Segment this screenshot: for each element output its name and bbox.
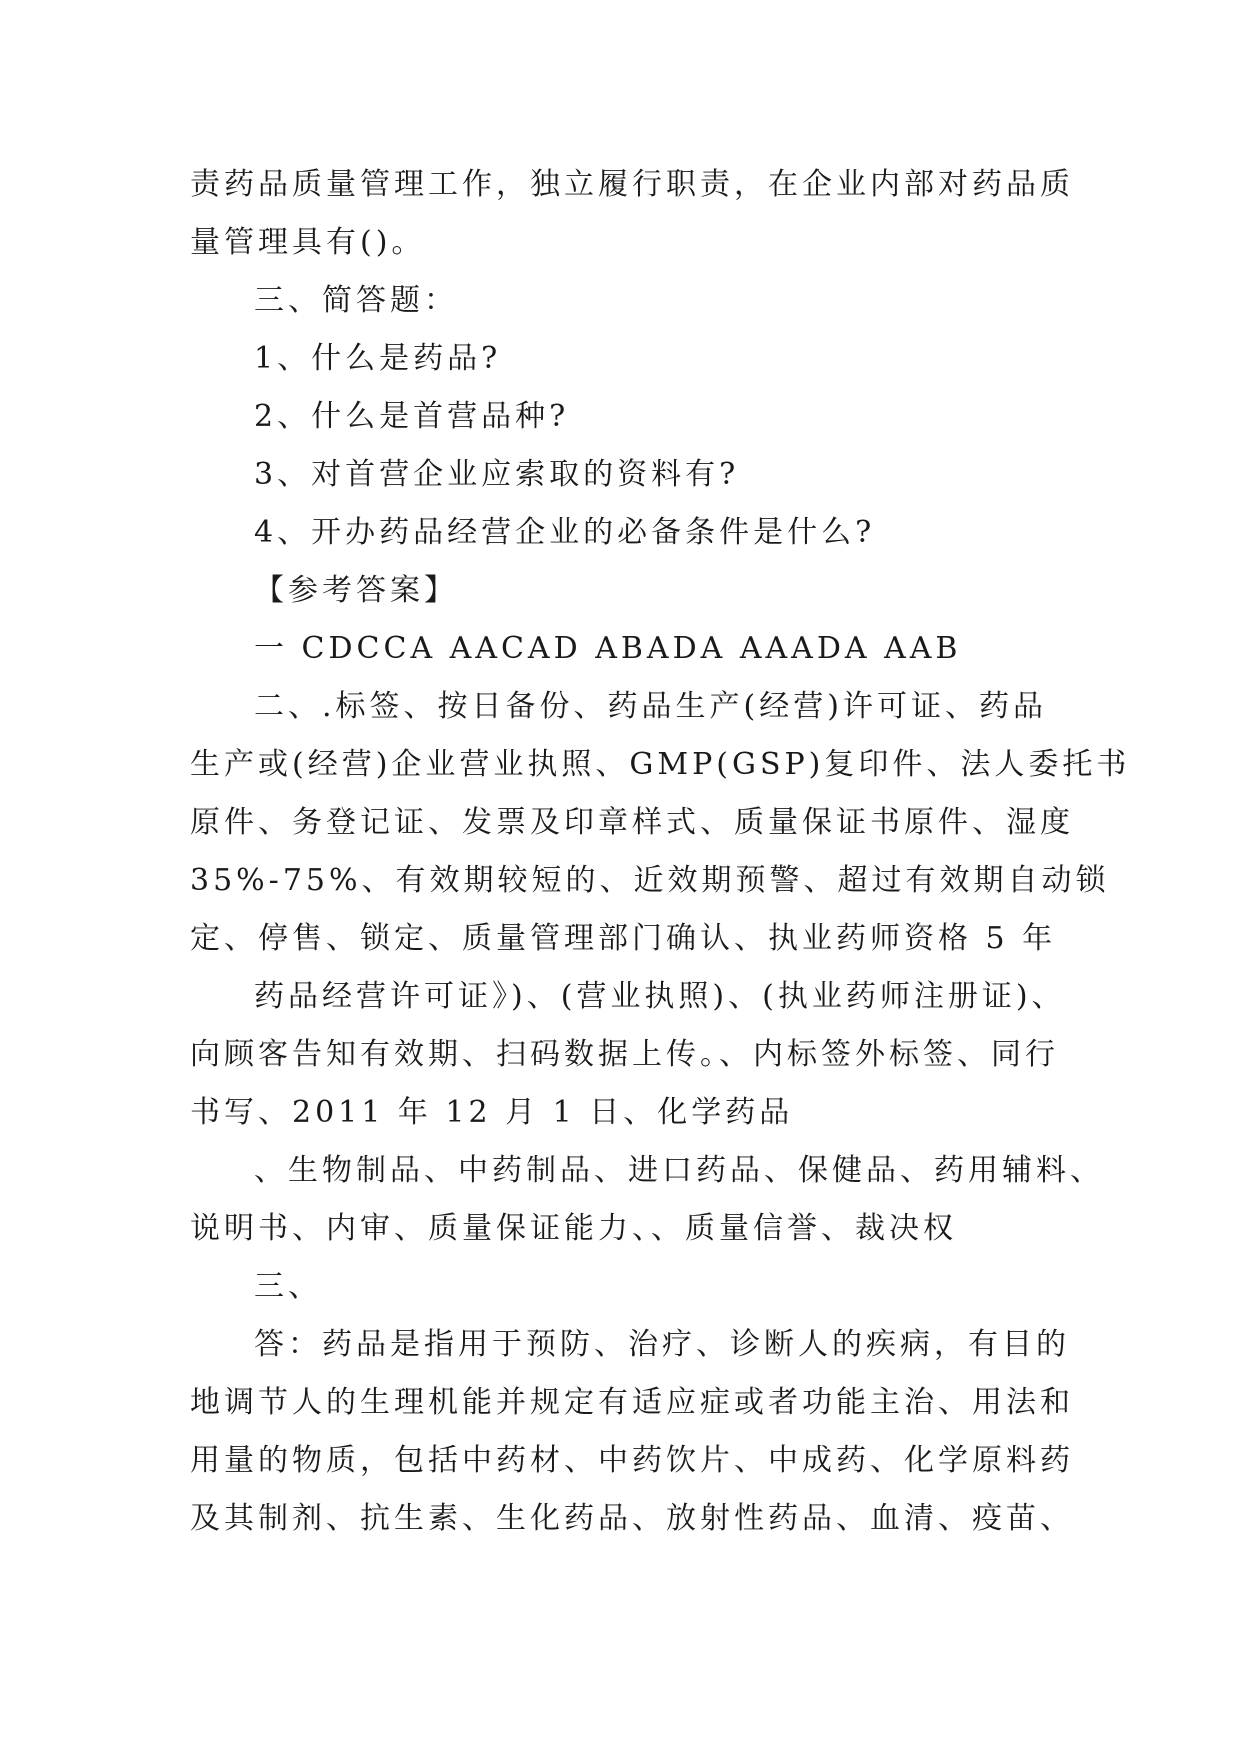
answer-part-2-line-1: 二、.标签、按日备份、药品生产(经营)许可证、药品 [254, 689, 1047, 724]
answer-part-3-line-1: 答：药品是指用于预防、治疗、诊断人的疾病，有目的 [254, 1327, 1070, 1362]
text-line-1: 责药品质量管理工作，独立履行职责，在企业内部对药品质 [190, 167, 1074, 202]
section-heading-short-answer: 三、简答题： [254, 283, 458, 318]
answer-part-2-line-3: 原件、务登记证、发票及印章样式、质量保证书原件、湿度 [190, 805, 1074, 840]
answer-part-2-line-10: 说明书、内审、质量保证能力、、质量信誉、裁决权 [190, 1211, 957, 1246]
document-body [190, 156, 1131, 1548]
answer-part-3-line-3: 用量的物质，包括中药材、中药饮片、中成药、化学原料药 [190, 1443, 1074, 1478]
answer-part-2-line-8: 书写、2011 年 12 月 1 日、化学药品 [190, 1095, 794, 1130]
text-line-2: 量管理具有()。 [190, 225, 426, 260]
question-1: 1、什么是药品? [254, 341, 502, 376]
question-3: 3、对首营企业应索取的资料有? [254, 457, 740, 492]
answer-part-2-line-9: 、生物制品、中药制品、进口药品、保健品、药用辅料、 [254, 1153, 1104, 1188]
answer-part-1: 一 CDCCA AACAD ABADA AAADA AAB [254, 631, 962, 666]
answer-part-2-line-2: 生产或(经营)企业营业执照、GMP(GSP)复印件、法人委托书 [190, 747, 1131, 782]
answer-part-3-heading: 三、 [254, 1269, 322, 1304]
answer-key-heading: 【参考答案】 [254, 573, 458, 608]
answer-part-2-line-6: 药品经营许可证》)、(营业执照)、(执业药师注册证)、 [254, 979, 1066, 1014]
question-2: 2、什么是首营品种? [254, 399, 570, 434]
answer-part-3-line-4: 及其制剂、抗生素、生化药品、放射性药品、血清、疫苗、 [190, 1501, 1074, 1536]
answer-part-3-line-2: 地调节人的生理机能并规定有适应症或者功能主治、用法和 [190, 1385, 1074, 1420]
answer-part-2-line-7: 向顾客告知有效期、扫码数据上传。、内标签外标签、同行 [190, 1037, 1059, 1072]
answer-part-2-line-5: 定、停售、锁定、质量管理部门确认、执业药师资格 5 年 [190, 921, 1057, 956]
question-4: 4、开办药品经营企业的必备条件是什么? [254, 515, 876, 550]
answer-part-2-line-4: 35%-75%、有效期较短的、近效期预警、超过有效期自动锁 [190, 863, 1110, 898]
